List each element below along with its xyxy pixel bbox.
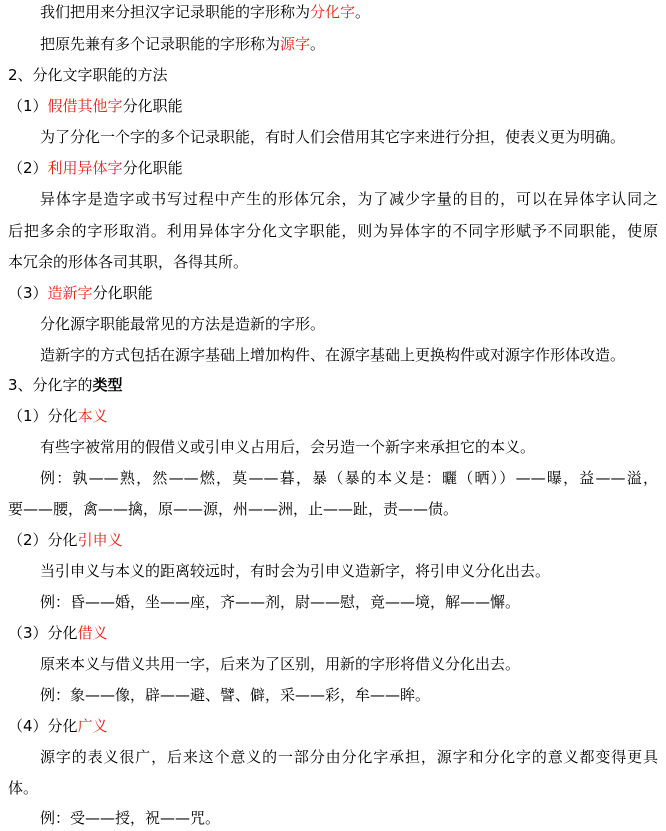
method-2-text-line-2: 后把多余的字形取消。利用异体字分化文字职能，则为异体字的不同字形赋予不同职能，使原 bbox=[8, 222, 658, 240]
type-2-description: 当引申义与本义的距离较远时，有时会为引申义造新字，将引申义分化出去。 bbox=[40, 562, 551, 580]
type-4-examples: 例：受——授，祝——咒。 bbox=[40, 809, 221, 827]
type-3-examples: 例：象——像，辟——避、譬、僻，采——彩，牟——眸。 bbox=[40, 686, 431, 704]
type-2-heading: （2）分化引申义 bbox=[8, 531, 123, 549]
section-3-heading: 3、分化字的类型 bbox=[8, 376, 123, 394]
type-2-examples: 例：昏——婚，坐——座，齐——剂，尉——慰，竟——境，解——懈。 bbox=[40, 593, 521, 611]
method-2-text-line-1: 异体字是造字或书写过程中产生的形体冗余，为了减少字量的目的，可以在异体字认同之 bbox=[40, 190, 658, 208]
type-1-description: 有些字被常用的假借义或引申义占用后，会另造一个新字来承担它的本义。 bbox=[40, 438, 536, 456]
term-fenhuazi: 分化字 bbox=[310, 3, 356, 21]
type-4-heading: （4）分化广义 bbox=[8, 717, 108, 735]
term-yuanzi: 源字 bbox=[280, 35, 311, 53]
method-1-heading: （1）假借其他字分化职能 bbox=[8, 97, 183, 115]
intro-line-1: 我们把用来分担汉字记录职能的字形称为分化字。 bbox=[40, 3, 371, 21]
method-3-text-line-2: 造新字的方式包括在源字基础上增加构件、在源字基础上更换构件或对源字作形体改造。 bbox=[40, 346, 626, 364]
method-2-text-line-3: 本冗余的形体各司其职，各得其所。 bbox=[8, 253, 249, 271]
type-1-example-line-1: 例：孰——熟，然——燃，莫——暮，暴（暴的本义是：曬（晒））——曝，益——溢， bbox=[40, 469, 658, 487]
method-3-text-line-1: 分化源字职能最常见的方法是造新的字形。 bbox=[40, 315, 326, 333]
type-3-heading: （3）分化借义 bbox=[8, 624, 108, 642]
section-2-heading: 2、分化文字职能的方法 bbox=[8, 66, 168, 84]
method-3-heading: （3）造新字分化职能 bbox=[8, 284, 153, 302]
method-2-heading: （2）利用异体字分化职能 bbox=[8, 159, 183, 177]
type-4-description-line-1: 源字的表义很广，后来这个意义的一部分由分化字承担，源字和分化字的意义都变得更具 bbox=[40, 748, 658, 766]
type-4-description-line-2: 体。 bbox=[8, 779, 39, 797]
type-1-heading: （1）分化本义 bbox=[8, 407, 108, 425]
type-3-description: 原来本义与借义共用一字，后来为了区别，用新的字形将借义分化出去。 bbox=[40, 655, 521, 673]
intro-line-2: 把原先兼有多个记录职能的字形称为源字。 bbox=[40, 35, 326, 53]
method-1-text: 为了分化一个字的多个记录职能，有时人们会借用其它字来进行分担，使表义更为明确。 bbox=[40, 128, 626, 146]
type-1-example-line-2: 要——腰，禽——擒，原——源，州——洲，止——趾，责——债。 bbox=[8, 500, 459, 518]
